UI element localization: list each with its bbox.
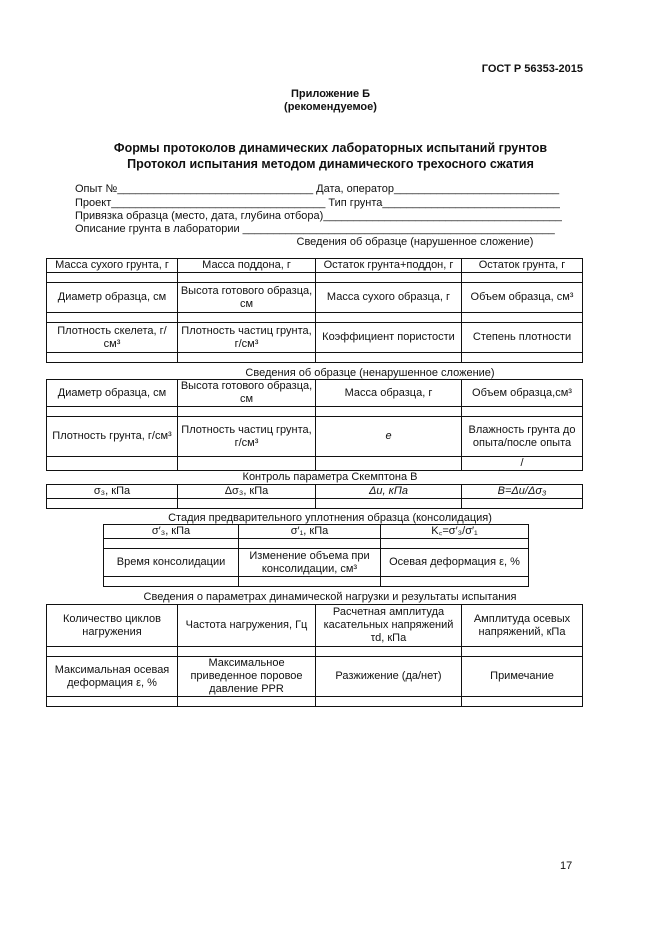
empty-cell [316, 353, 462, 363]
empty-cell [47, 647, 178, 657]
table-row [47, 259, 583, 273]
table-row [47, 499, 583, 509]
empty-cell [104, 577, 239, 587]
cell: Осевая деформация ε, % [381, 549, 529, 577]
cell: Объем образца, см³ [462, 283, 583, 313]
appendix-heading [0, 88, 661, 114]
section-dynamic: Сведения о параметрах динамической нагрузки и результаты испытания [143, 591, 517, 603]
cell: Время консолидации [104, 549, 239, 577]
table-row [47, 353, 583, 363]
table-row [47, 697, 583, 707]
empty-cell [47, 697, 178, 707]
cell: Максимальная осевая деформация ε, % [47, 657, 178, 697]
soil-description-line: Описание грунта в лаборатории ___________________________________________________ [75, 223, 555, 235]
table-row [47, 647, 583, 657]
empty-cell [316, 273, 462, 283]
cell: Плотность частиц грунта, г/см³ [178, 323, 316, 353]
cell: Остаток грунта, г [462, 259, 583, 273]
empty-cell [462, 313, 583, 323]
table-row [104, 549, 529, 577]
empty-cell [47, 407, 178, 417]
cell: σ′₁, кПа [239, 525, 381, 539]
table-row [47, 657, 583, 697]
cell: B=Δu/Δσ₃ [462, 485, 583, 499]
empty-cell [462, 407, 583, 417]
empty-cell [178, 647, 316, 657]
table-row [47, 485, 583, 499]
table-row [47, 273, 583, 283]
table-row [47, 313, 583, 323]
cell: Примечание [462, 657, 583, 697]
cell: Разжижение (да/нет) [316, 657, 462, 697]
cell: Плотность частиц грунта, г/см³ [178, 417, 316, 457]
cell: σ′₃, кПа [104, 525, 239, 539]
consolidation-table [103, 524, 529, 587]
standard-number: ГОСТ Р 56353-2015 [481, 63, 583, 75]
empty-cell [178, 457, 316, 471]
cell: Масса поддона, г [178, 259, 316, 273]
empty-cell [381, 539, 529, 549]
cell: Диаметр образца, см [47, 283, 178, 313]
empty-cell [316, 647, 462, 657]
appendix-title: Приложение Б [290, 88, 371, 100]
empty-cell [47, 457, 178, 471]
cell: Остаток грунта+поддон, г [316, 259, 462, 273]
cell: Плотность скелета, г/см³ [47, 323, 178, 353]
table-row [47, 417, 583, 457]
empty-cell [239, 539, 381, 549]
empty-cell [178, 353, 316, 363]
table-row [47, 323, 583, 353]
empty-cell [47, 313, 178, 323]
cell: Δu, кПа [316, 485, 462, 499]
document-title [0, 140, 661, 172]
cell: Амплитуда осевых напряжений, кПа [462, 605, 583, 647]
test-number-line: Опыт №________________________________ Дата, оператор___________________________ [75, 183, 560, 195]
skempton-table [46, 484, 583, 509]
cell: Изменение объема при консолидации, см³ [239, 549, 381, 577]
table-row [47, 283, 583, 313]
cell: Частота нагружения, Гц [178, 605, 316, 647]
section-undisturbed: Сведения об образце (ненарушенное сложение) [245, 367, 495, 379]
undisturbed-sample-table [46, 379, 583, 471]
empty-cell [178, 313, 316, 323]
cell: K꜀=σ′₃/σ′₁ [381, 525, 529, 539]
cell: Δσ₃, кПа [178, 485, 316, 499]
table-row [47, 605, 583, 647]
cell: Коэффициент пористости [316, 323, 462, 353]
cell: Масса образца, г [316, 380, 462, 407]
empty-cell [462, 273, 583, 283]
cell: Масса сухого грунта, г [47, 259, 178, 273]
project-line: Проект___________________________________ Тип грунта_____________________________ [75, 197, 560, 209]
section-consolidation: Стадия предварительного уплотнения образца (консолидация) [168, 512, 492, 524]
empty-cell [47, 273, 178, 283]
empty-cell [316, 457, 462, 471]
cell: Высота готового образца, см [178, 380, 316, 407]
empty-cell [178, 697, 316, 707]
cell: Максимальное приведенное поровое давление PPR [178, 657, 316, 697]
appendix-note: (рекомендуемое) [284, 101, 377, 113]
table-row [47, 407, 583, 417]
moisture-slash: / [462, 457, 583, 471]
section-skempton: Контроль параметра Скемптона B [242, 471, 418, 483]
page-number: 17 [560, 860, 573, 872]
empty-cell [239, 577, 381, 587]
empty-cell [462, 499, 583, 509]
empty-cell [316, 499, 462, 509]
empty-cell [104, 539, 239, 549]
section-disturbed: Сведения об образце (нарушенное сложение) [296, 236, 534, 248]
empty-cell [462, 353, 583, 363]
table-row [104, 525, 529, 539]
title-line-1: Формы протоколов динамических лабораторных испытаний грунтов [113, 141, 548, 155]
empty-cell [178, 499, 316, 509]
empty-cell [47, 499, 178, 509]
empty-cell [381, 577, 529, 587]
title-line-2: Протокол испытания методом динамического трехосного сжатия [127, 157, 534, 171]
table-row [47, 457, 583, 471]
empty-cell [47, 353, 178, 363]
cell: Объем образца,см³ [462, 380, 583, 407]
cell: Диаметр образца, см [47, 380, 178, 407]
cell: σ₃, кПа [47, 485, 178, 499]
cell: Высота готового образца, см [178, 283, 316, 313]
table-row [47, 380, 583, 407]
cell: Плотность грунта, г/см³ [47, 417, 178, 457]
cell: Степень плотности [462, 323, 583, 353]
cell: Влажность грунта до опыта/после опыта [462, 417, 583, 457]
empty-cell [178, 273, 316, 283]
empty-cell [462, 647, 583, 657]
table-row [104, 577, 529, 587]
empty-cell [316, 313, 462, 323]
dynamic-load-table [46, 604, 583, 707]
empty-cell [462, 697, 583, 707]
cell: Расчетная амплитуда касательных напряжений τd, кПа [316, 605, 462, 647]
disturbed-sample-table [46, 258, 583, 363]
sample-location-line: Привязка образца (место, дата, глубина отбора)_______________________________________ [75, 210, 562, 222]
empty-cell [316, 407, 462, 417]
cell: Масса сухого образца, г [316, 283, 462, 313]
cell: Количество циклов нагружения [47, 605, 178, 647]
empty-cell [316, 697, 462, 707]
cell: e [316, 417, 462, 457]
empty-cell [178, 407, 316, 417]
table-row [104, 539, 529, 549]
